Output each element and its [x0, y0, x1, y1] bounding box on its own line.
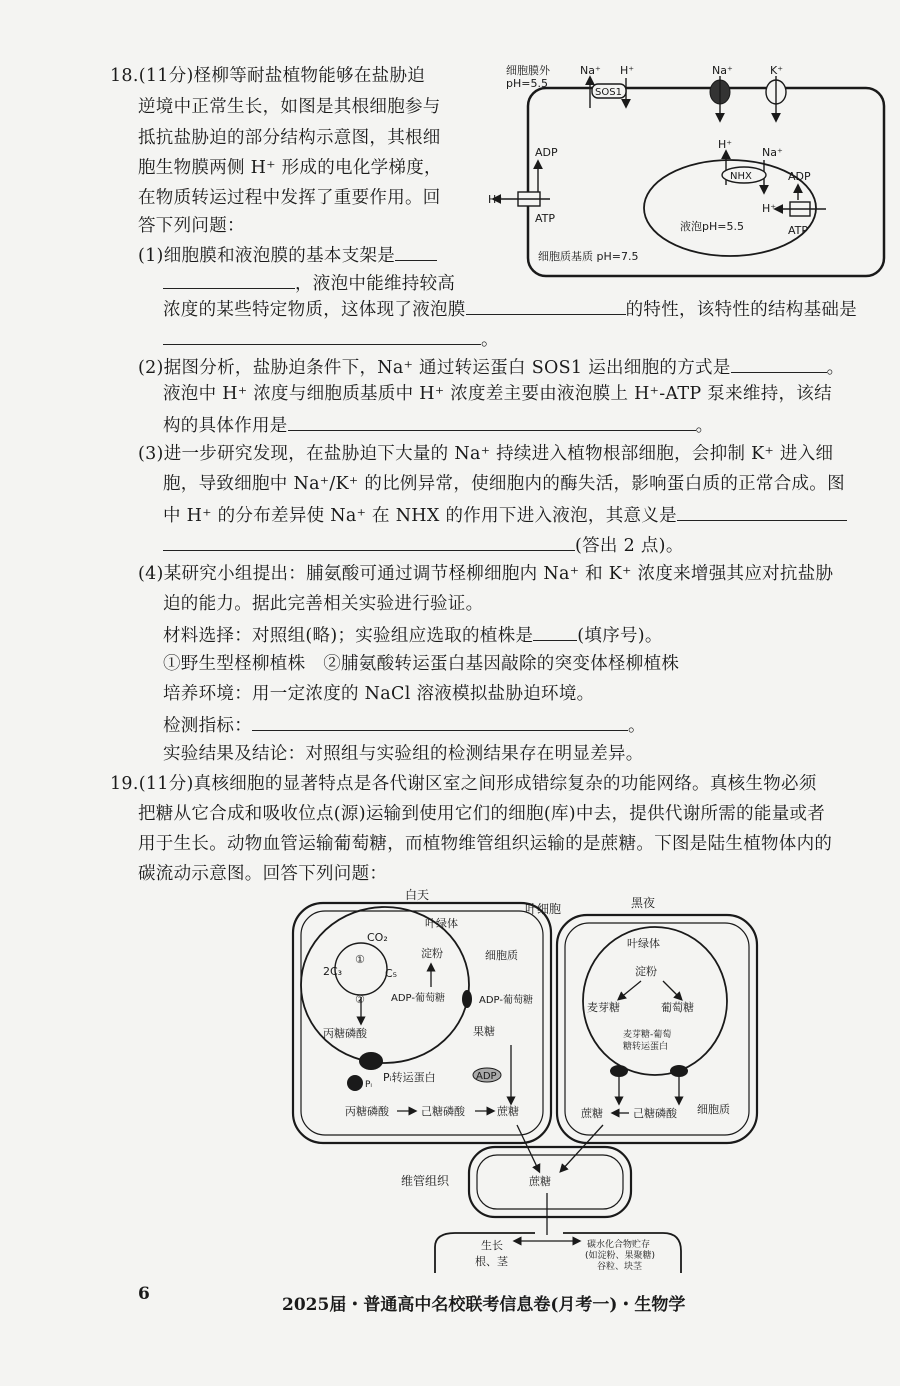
- q18-part1-text-b: ，液泡中能维持较高: [295, 274, 456, 294]
- pump-atp-label: ATP: [535, 212, 556, 225]
- answer-blank-sos1-transport-mode[interactable]: [731, 354, 827, 373]
- q18-part2-line2: 液泡中 H⁺ 浓度与细胞质基质中 H⁺ 浓度差主要由液泡膜上 H⁺-ATP 泵来维持，该结: [163, 384, 832, 404]
- q19-line-3: 用于生长。动物血管运输葡萄糖，而植物维管组织运输的是蔗糖。下图是陆生植物体内的: [138, 834, 833, 854]
- vac-pump-atp-label: ATP: [788, 224, 809, 237]
- step-1-label: ①: [355, 953, 365, 966]
- q19-line-4: 碳流动示意图。回答下列问题：: [138, 864, 388, 884]
- sos1-na-label: Na⁺: [580, 64, 601, 77]
- answer-blank-structural-basis[interactable]: [163, 326, 481, 345]
- adp-glucose-transporter: [462, 990, 472, 1008]
- hexose-p-label: 己糖磷酸: [421, 1105, 465, 1118]
- transporter-label-b: 糖转运蛋白: [623, 1042, 669, 1052]
- q18-part1-line3: [163, 296, 857, 322]
- pi-circle: [347, 1075, 363, 1091]
- transporter-label-a: 麦芽糖-葡萄: [623, 1030, 672, 1040]
- q18-part1-line1: [138, 242, 437, 268]
- glucose-transporter: [670, 1065, 688, 1077]
- triose-p-label: 丙糖磷酸: [323, 1027, 367, 1040]
- q18-part2-text-a-end: 。: [826, 358, 845, 378]
- adp-glucose-2-label: ADP-葡萄糖: [479, 995, 533, 1006]
- q18-part4-line2: 迫的能力。据此完善相关实验进行验证。: [163, 594, 484, 614]
- q18-part3-line2: 胞，导致细胞中 Na⁺/K⁺ 的比例异常，使细胞内的酶失活，影响蛋白质的正常合成。图: [163, 474, 845, 494]
- q18-line-2: 逆境中正常生长，如图是其根细胞参与: [138, 97, 441, 117]
- q18-part1-text-d: 的特性，该特性的结构基础是: [625, 300, 858, 320]
- q19-line-1: 19.(11分)真核细胞的显著特点是各代谢区室之间形成错综复杂的功能网络。真核生物必须: [110, 774, 817, 794]
- cell-membrane-outline: [528, 88, 884, 276]
- q18-part4-line6: [163, 712, 646, 738]
- pi-transporter-protein: [359, 1052, 383, 1070]
- adp-label: ADP: [476, 1071, 497, 1082]
- q18-line-5: 在物质转运过程中发挥了重要作用。回: [138, 188, 441, 208]
- q18-part1-text-c: 浓度的某些特定物质，这体现了液泡膜: [163, 300, 466, 320]
- q18-part4-result: 实验结果及结论：对照组与实验组的检测结果存在明显差异。: [163, 744, 644, 764]
- outside-label: 细胞膜外: [506, 64, 550, 77]
- answer-blank-nhx-significance-a[interactable]: [677, 502, 847, 521]
- q18-part2-line3: [163, 412, 713, 438]
- answer-blank-detection-index[interactable]: [252, 712, 628, 731]
- q18-line-1: 18.(11分)柽柳等耐盐植物能够在盐胁迫: [110, 66, 426, 86]
- roots-label: 根、茎: [475, 1255, 508, 1268]
- q18-part4-line3: [163, 622, 663, 648]
- page-number: 6: [138, 1284, 150, 1304]
- night-cytoplasm-label: 细胞质: [697, 1103, 730, 1116]
- c5-label: C₅: [385, 967, 398, 980]
- cytosol-ph-label: 细胞质基质 pH=7.5: [538, 250, 639, 263]
- answer-blank-membrane-scaffold-b[interactable]: [163, 270, 295, 289]
- q18-part3-line4: [163, 532, 684, 558]
- q18-part3-line3: [163, 502, 847, 528]
- q18-part4-text-f: 检测指标：: [163, 716, 252, 736]
- q18-part1-text-e: 。: [481, 330, 499, 350]
- q18-line-3: 抵抗盐胁迫的部分结构示意图，其根细: [138, 128, 441, 148]
- q18-part4-text-c-end: (填序号)。: [577, 626, 663, 646]
- glucose-label: 葡萄糖: [661, 1001, 694, 1014]
- day-chloroplast-label: 叶绿体: [425, 917, 458, 930]
- pump-adp-label: ADP: [535, 146, 558, 159]
- q18-part2-line1: [138, 354, 844, 380]
- answer-blank-membrane-scaffold-a[interactable]: [395, 242, 437, 261]
- q18-part3-text-c: 中 H⁺ 的分布差异使 Na⁺ 在 NHX 的作用下进入液泡，其意义是: [163, 506, 677, 526]
- storage-label-a: 碳水化合物贮存: [587, 1240, 651, 1250]
- storage-label-b: (如淀粉、果聚糖): [585, 1251, 656, 1261]
- pi-label: Pᵢ: [365, 1080, 373, 1090]
- pump-h-label: H⁺: [488, 193, 503, 206]
- maltose-transporter: [610, 1065, 628, 1077]
- footer-title: 2025届・普通高中名校联考信息卷(月考一)・生物学: [282, 1295, 686, 1315]
- q18-part4-line1: (4)某研究小组提出：脯氨酸可通过调节柽柳细胞内 Na⁺ 和 K⁺ 浓度来增强其应对抗盐胁: [138, 564, 834, 584]
- leaf-cell-label: 叶细胞: [525, 902, 562, 916]
- adp-glucose-label: ADP-葡萄糖: [391, 993, 445, 1004]
- vascular-label: 维管组织: [401, 1174, 450, 1188]
- c3-label: 2C₃: [323, 965, 343, 978]
- vac-pump-h-label: H⁺: [762, 202, 777, 215]
- pi-transporter-label: Pᵢ转运蛋白: [383, 1071, 436, 1084]
- figure-carbon-flow-diagram: [285, 885, 765, 1275]
- vac-pump-adp-label: ADP: [788, 170, 811, 183]
- night-label: 黑夜: [631, 896, 656, 910]
- sos1-h-label: H⁺: [620, 64, 635, 77]
- answer-blank-nhx-significance-b[interactable]: [163, 532, 575, 551]
- outside-ph-label: pH=5.5: [506, 77, 548, 90]
- vacuole-ph-label: 液泡pH=5.5: [680, 220, 744, 233]
- q18-part3-line1: (3)进一步研究发现，在盐胁迫下大量的 Na⁺ 持续进入植物根部细胞，会抑制 K⁺ 进入细: [138, 444, 834, 464]
- q18-part1-line4: [163, 326, 499, 352]
- maltose-label: 麦芽糖: [587, 1001, 620, 1014]
- nhx-label: NHX: [730, 171, 752, 182]
- sucrose-label: 蔗糖: [497, 1105, 519, 1118]
- calvin-cycle: [335, 943, 387, 995]
- q18-part4-text-f-end: 。: [628, 716, 646, 736]
- q18-part1-text-a: (1)细胞膜和液泡膜的基本支架是: [138, 246, 396, 266]
- growth-label: 生长: [481, 1239, 503, 1252]
- cytoplasm-label: 细胞质: [485, 949, 518, 962]
- q18-part4-options: ①野生型柽柳植株 ②脯氨酸转运蛋白基因敲除的突变体柽柳植株: [163, 654, 680, 674]
- answer-blank-pump-function[interactable]: [288, 412, 696, 431]
- q18-part2-text-c: 构的具体作用是: [163, 416, 288, 436]
- nhx-na-label: Na⁺: [762, 146, 783, 159]
- co2-label: CO₂: [367, 931, 388, 944]
- step-2-label: ②: [355, 993, 365, 1006]
- q19-line-2: 把糖从它合成和吸收位点(源)运输到使用它们的细胞(库)中去，提供代谢所需的能量或者: [138, 804, 826, 824]
- channel-k-label: K⁺: [770, 64, 784, 77]
- night-sucrose-label: 蔗糖: [581, 1107, 603, 1120]
- q18-part3-text-d-end: (答出 2 点)。: [575, 536, 684, 556]
- nhx-h-label: H⁺: [718, 138, 733, 151]
- q18-part4-environment: 培养环境：用一定浓度的 NaCl 溶液模拟盐胁迫环境。: [163, 684, 595, 704]
- figure-root-cell-diagram: [480, 60, 890, 285]
- q18-line-6: 答下列问题：: [138, 216, 245, 236]
- q18-part4-text-c: 材料选择：对照组(略)；实验组应选取的植株是: [163, 626, 534, 646]
- starch-label: 淀粉: [421, 947, 443, 960]
- night-chloroplast-label: 叶绿体: [627, 937, 660, 950]
- q18-line-4: 胞生物膜两侧 H⁺ 形成的电化学梯度，: [138, 158, 442, 178]
- answer-blank-membrane-property[interactable]: [466, 296, 626, 315]
- channel-na-label: Na⁺: [712, 64, 733, 77]
- night-hexose-p-label: 己糖磷酸: [633, 1107, 677, 1120]
- sos1-label: SOS1: [595, 87, 622, 98]
- answer-blank-experiment-plant[interactable]: [533, 622, 577, 641]
- q18-part2-text-c-end: 。: [695, 416, 714, 436]
- night-starch-label: 淀粉: [635, 965, 657, 978]
- vascular-sucrose-label: 蔗糖: [529, 1175, 551, 1188]
- day-label: 白天: [405, 888, 430, 902]
- q18-part1-line2: [163, 270, 455, 296]
- fructose-label: 果糖: [473, 1025, 495, 1038]
- storage-label-c: 谷粒、块茎: [597, 1262, 643, 1272]
- q18-part2-text-a: (2)据图分析，盐胁迫条件下，Na⁺ 通过转运蛋白 SOS1 运出细胞的方式是: [138, 358, 731, 378]
- triose-p-2-label: 丙糖磷酸: [345, 1105, 389, 1118]
